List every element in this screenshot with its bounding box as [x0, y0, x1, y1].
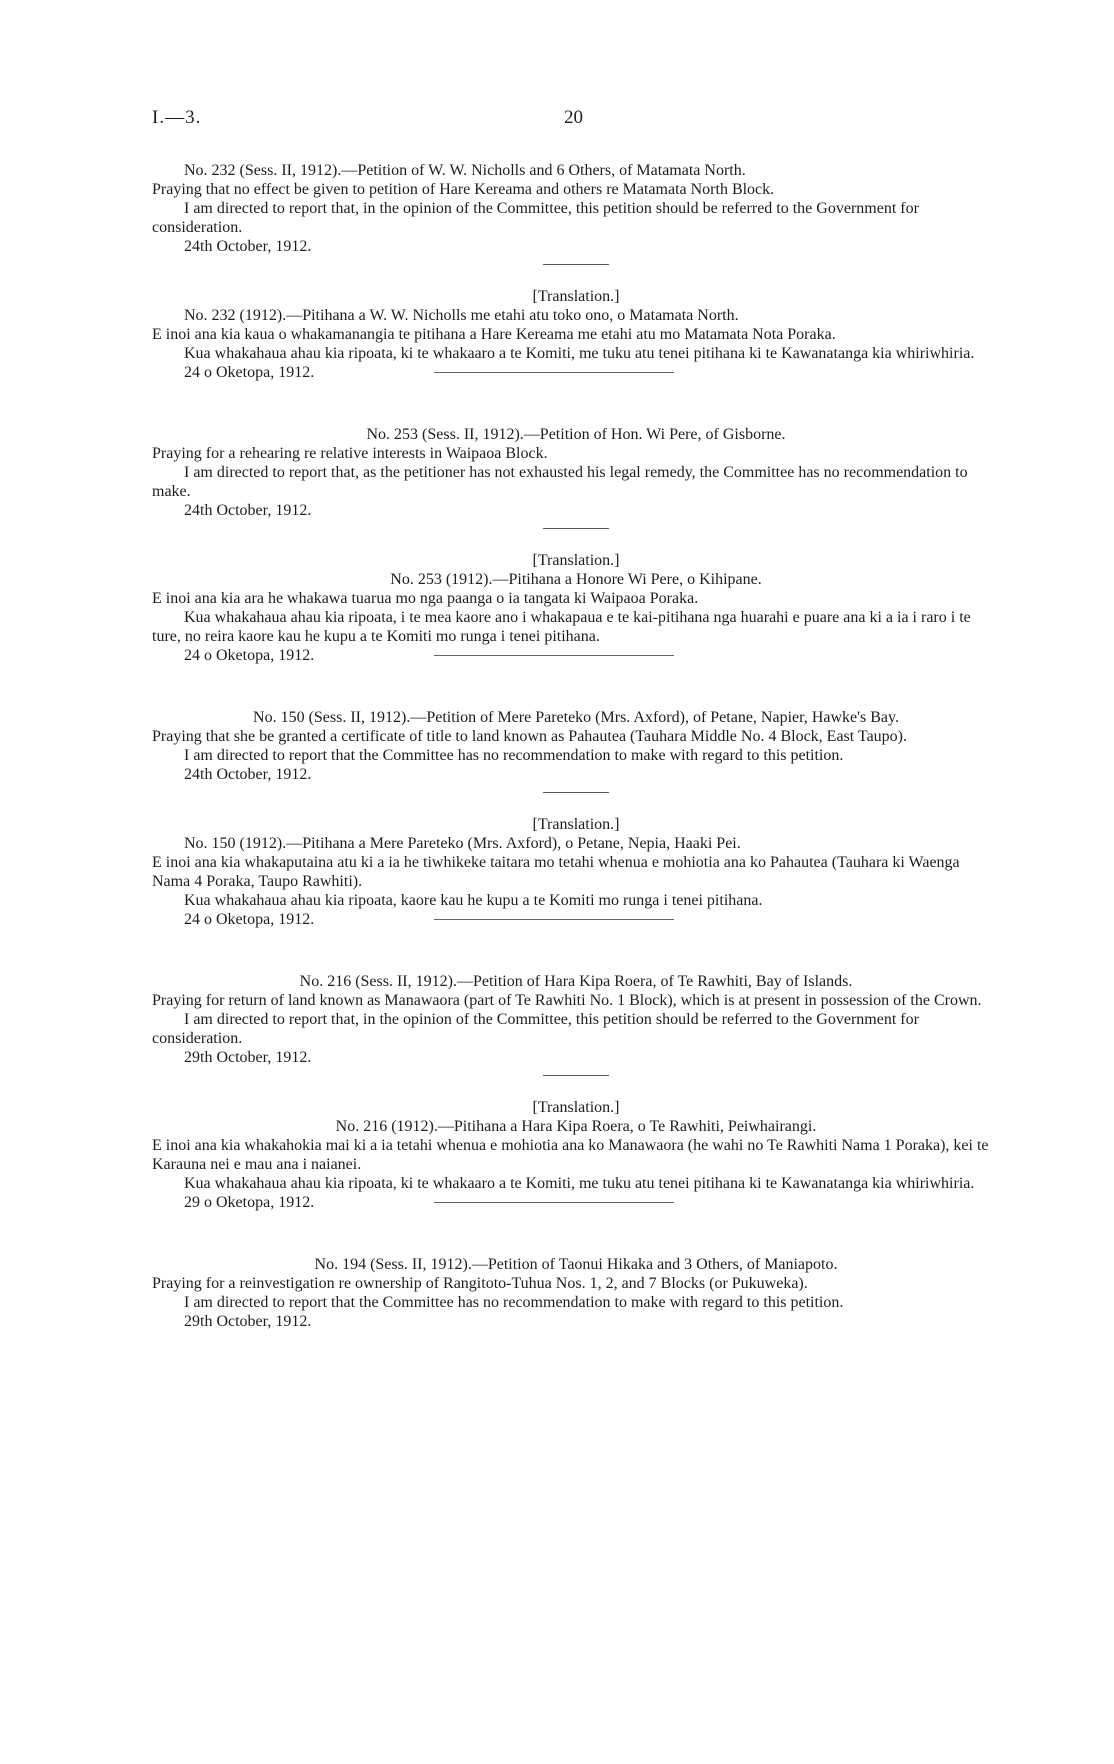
translation-report: Kua whakahaua ahau kia ripoata, ki te whakaaro a te Komiti, me tuku atu tenei pitihana ki te Kawanatanga kia whiriwhiria. — [184, 345, 975, 362]
committee-report: I am directed to report that the Committee has no recommendation to make with regard to this petition. — [184, 747, 844, 764]
divider-rule — [543, 792, 609, 793]
translation-heading: [Translation.] — [532, 816, 620, 833]
page-number: 20 — [564, 107, 583, 128]
petition-praying: Praying for a rehearing re relative interests in Waipaoa Block. — [152, 445, 548, 462]
translation-date-row — [184, 910, 1000, 929]
translation-praying: E inoi ana kia kaua o whakamanangia te pitihana a Hare Kereama me etahi atu mo Matamata Nota Poraka. — [152, 326, 836, 343]
translation-report: Kua whakahaua ahau kia ripoata, i te mea kaore ano i whakapaua e te kai-pitihana nga huarahi e puare ana ki a ia i raro i te ture, no reira kaore kau he kupu a te Komiti mo runga i tenei pitihana. — [152, 609, 971, 645]
translation-praying: E inoi ana kia whakahokia mai ki a ia tetahi whenua e mohiotia ana ko Manawaora (he wahi no Te Rawhiti Nama 1 Poraka), kei te Karauna nei e mau ana i naianei. — [152, 1137, 989, 1173]
report-date: 29th October, 1912. — [184, 1313, 312, 1330]
translation-praying: E inoi ana kia whakaputaina atu ki a ia he tiwhikeke taitara mo tetahi whenua e mohiotia ana ko Pahautea (Tauhara ki Waenga Nama 4 Poraka, Taupo Rawhiti). — [152, 854, 960, 890]
divider-rule — [543, 264, 609, 265]
divider-rule — [543, 528, 609, 529]
petition-253 — [152, 425, 1000, 665]
section-gap — [152, 942, 1000, 972]
translation-praying: E inoi ana kia ara he whakawa tuarua mo nga paanga o ia tangata ki Waipaoa Poraka. — [152, 590, 699, 607]
translation-date-row — [184, 1193, 1000, 1212]
petition-praying: Praying for return of land known as Manawaora (part of Te Rawhiti No. 1 Block), which is at present in possession of the Crown. — [152, 992, 982, 1009]
section-end-rule — [434, 655, 674, 656]
section-gap — [152, 395, 1000, 425]
section-end-rule — [434, 372, 674, 373]
translation-title: No. 150 (1912).—Pitihana a Mere Pareteko (Mrs. Axford), o Petane, Nepia, Haaki Pei. — [184, 835, 741, 852]
petition-praying: Praying for a reinvestigation re ownership of Rangitoto-Tuhua Nos. 1, 2, and 7 Blocks (or Pukuweka). — [152, 1275, 808, 1292]
report-date: 24th October, 1912. — [184, 238, 312, 255]
petition-praying: Praying that she be granted a certificate of title to land known as Pahautea (Tauhara Middle No. 4 Block, East Taupo). — [152, 728, 908, 745]
petition-232 — [152, 161, 1000, 382]
committee-report: I am directed to report that, in the opinion of the Committee, this petition should be referred to the Government for consideration. — [152, 1011, 919, 1047]
paper-reference: I.—3. — [152, 107, 202, 128]
translation-heading: [Translation.] — [532, 1099, 620, 1116]
translation-title: No. 253 (1912).—Pitihana a Honore Wi Pere, o Kihipane. — [390, 571, 762, 588]
translation-date-row — [184, 363, 1000, 382]
translation-title: No. 216 (1912).—Pitihana a Hara Kipa Roera, o Te Rawhiti, Peiwhairangi. — [335, 1118, 817, 1135]
committee-report: I am directed to report that, in the opinion of the Committee, this petition should be referred to the Government for consideration. — [152, 200, 919, 236]
petition-216 — [152, 972, 1000, 1212]
petition-194 — [152, 1255, 1000, 1331]
translation-heading: [Translation.] — [532, 288, 620, 305]
petition-title: No. 194 (Sess. II, 1912).—Petition of Taonui Hikaka and 3 Others, of Maniapoto. — [314, 1256, 838, 1273]
section-gap — [152, 678, 1000, 708]
translation-date: 24 o Oketopa, 1912. — [184, 911, 315, 928]
translation-report: Kua whakahaua ahau kia ripoata, kaore kau he kupu a te Komiti mo runga i tenei pitihana. — [184, 892, 763, 909]
page-header — [152, 108, 972, 130]
translation-date: 24 o Oketopa, 1912. — [184, 364, 315, 381]
report-date: 29th October, 1912. — [184, 1049, 312, 1066]
translation-date: 29 o Oketopa, 1912. — [184, 1194, 315, 1211]
committee-report: I am directed to report that the Committee has no recommendation to make with regard to this petition. — [184, 1294, 844, 1311]
divider-rule — [543, 1075, 609, 1076]
translation-date: 24 o Oketopa, 1912. — [184, 647, 315, 664]
section-gap — [152, 1225, 1000, 1255]
section-end-rule — [434, 1202, 674, 1203]
translation-heading: [Translation.] — [532, 552, 620, 569]
section-end-rule — [434, 919, 674, 920]
petition-title: No. 232 (Sess. II, 1912).—Petition of W. W. Nicholls and 6 Others, of Matamata North. — [184, 162, 746, 179]
document-body — [152, 161, 1000, 1344]
report-date: 24th October, 1912. — [184, 766, 312, 783]
petition-150 — [152, 708, 1000, 929]
translation-report: Kua whakahaua ahau kia ripoata, ki te whakaaro a te Komiti, me tuku atu tenei pitihana ki te Kawanatanga kia whiriwhiria. — [184, 1175, 975, 1192]
translation-date-row — [184, 646, 1000, 665]
petition-title: No. 253 (Sess. II, 1912).—Petition of Hon. Wi Pere, of Gisborne. — [366, 426, 786, 443]
petition-title: No. 216 (Sess. II, 1912).—Petition of Hara Kipa Roera, of Te Rawhiti, Bay of Islands. — [299, 973, 853, 990]
petition-praying: Praying that no effect be given to petition of Hare Kereama and others re Matamata North Block. — [152, 181, 775, 198]
report-date: 24th October, 1912. — [184, 502, 312, 519]
committee-report: I am directed to report that, as the petitioner has not exhausted his legal remedy, the Committee has no recommendation to make. — [152, 464, 968, 500]
translation-title: No. 232 (1912).—Pitihana a W. W. Nicholls me etahi atu toko ono, o Matamata North. — [184, 307, 739, 324]
petition-title: No. 150 (Sess. II, 1912).—Petition of Mere Pareteko (Mrs. Axford), of Petane, Napier, Hawke's Bay. — [253, 709, 899, 726]
